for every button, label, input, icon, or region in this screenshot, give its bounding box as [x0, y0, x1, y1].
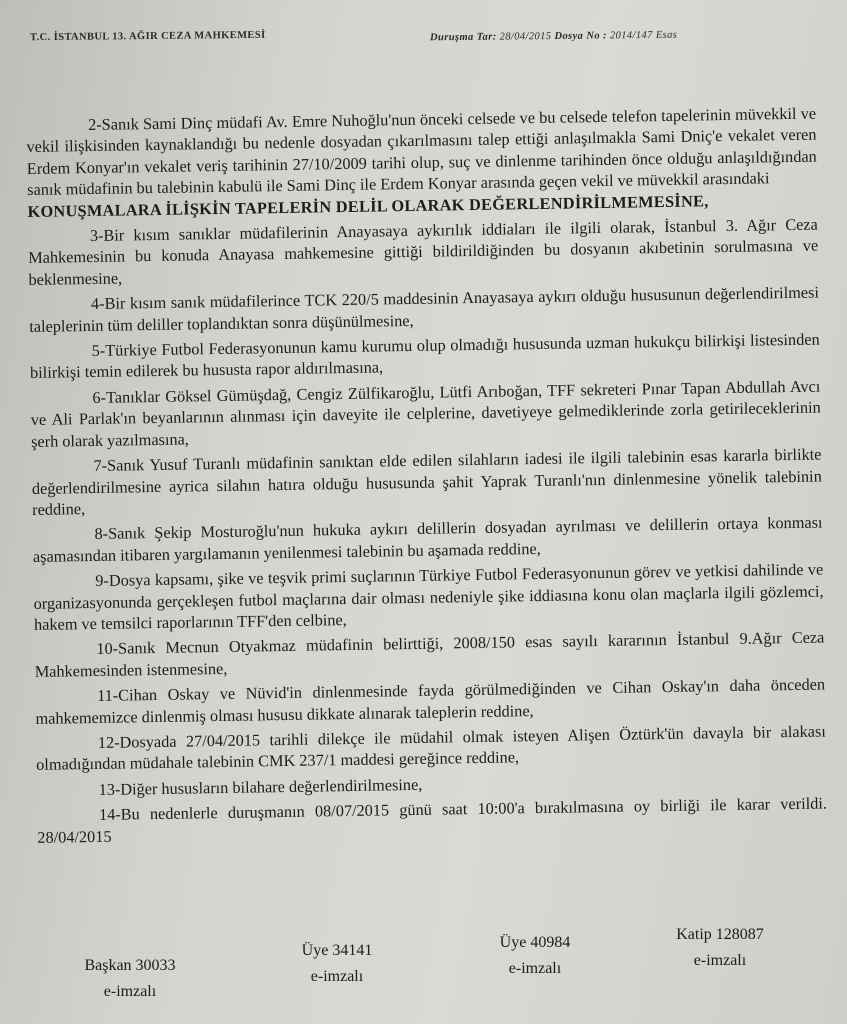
hearing-date-label: Duruşma Tar:: [429, 31, 497, 44]
signature-clerk: [660, 922, 780, 974]
hearing-date: 28/04/2015: [499, 31, 552, 43]
signature-title: Başkan 30033: [84, 957, 176, 974]
paragraph-13: 13-Diğer hususların bilahare değerlendirilmesine,: [98, 774, 423, 799]
paragraph-12: 12-Dosyada 27/04/2015 tarihli dilekçe ile müdahil olmak isteyen Alişen Öztürk'ün davayla bir alakası olmadığından müdahale talebinin CMK 237/1 maddesi gereğince reddine,: [36, 721, 826, 775]
paragraph-6: 6-Tanıklar Göksel Gümüşdağ, Cengiz Zülfikaroğlu, Lütfi Arıboğan, TFF sekreteri Pınar Tapan Abdullah Avcı ve Ali Parlak'ın beyanlarının alınması için daveyite ile celplerine, davetiyeye gelmediklerinde zorla getirileceklerinin şerh olarak yazılmasına,: [30, 376, 821, 451]
paragraph-2: 2-Sanık Sami Dinç müdafi Av. Emre Nuhoğlu'nun önceki celsede ve bu celsede telefon tapelerinin müvekkil ve vekil ilişkisinden kaynaklandığı bu nedenle dosyadan çıkarılmasını talep ettiği anlaşılmakla Sami Dniç'e vekalet veren Erdem Konyar'ın vekalet veriş tarihinin 27/10/2009 tarihi olup, suç ve dinlenme tarihinden önce olduğu anlaşıldığından sanık müdafinin bu talebinin kabulü ile Sami Dinç ile Erdem Konyar arasında geçen vekil ve müvekkil arasındaki: [26, 103, 817, 200]
signature-status: e-imzalı: [693, 952, 747, 969]
signature-title: Üye 40984: [499, 934, 571, 951]
paragraph-4: 4-Bir kısım sanık müdafilerince TCK 220/5 maddesinin Anayasaya aykırı olduğu hususunun değerlendirilmesi taleplerinin tüm deliller toplandıktan sonra düşünülmesine,: [29, 282, 820, 336]
paragraph-14: 14-Bu nedenlerle duruşmanın 08/07/2015 günü saat 10:00'a bırakılmasına oy birliği ile karar verildi. 28/04/2015: [37, 793, 828, 847]
signature-chair: [70, 953, 190, 1005]
paragraph-5: 5-Türkiye Futbol Federasyonunun kamu kurumu olup olmadığı hususunda uzman hukukçu bilirkişi listesinden bilirkişi temin edilerek bu hususta rapor aldırılmasına,: [29, 329, 820, 383]
paragraph-11: 11-Cihan Oskay ve Nüvid'in dinlenmesinde fayda görülmediğinden ve Cihan Oskay'ın daha önceden mahkememizce dinlenmiş olması hususu dikkate alınarak taleplerin reddine,: [35, 674, 826, 728]
signature-member-2: [480, 930, 590, 982]
file-no: 2014/147 Esas: [609, 29, 678, 42]
court-name: T.C. İSTANBUL 13. AĞIR CEZA MAHKEMESİ: [29, 29, 266, 44]
signature-member-1: [282, 938, 392, 990]
paragraph-heading: KONUŞMALARA İLİŞKİN TAPELERİN DELİL OLARAK DEĞERLENDİRİLMEMESİNE,: [27, 190, 709, 221]
file-no-label: Dosya No :: [554, 30, 607, 42]
decision-body: [26, 103, 827, 852]
signature-title: Katip 128087: [676, 926, 764, 943]
paragraph-7: 7-Sanık Yusuf Turanlı müdafinin sanıktan elde edilen silahların iadesi ile ilgili talebinin esas kararla birlikte değerlendirilmesine ayrica silahın hatıra olduğu hususunda şahit Yaprak Turanlı'nın dinlenmesine yönelik talebinin reddine,: [31, 444, 822, 519]
paragraph-9: 9-Dosya kapsamı, şike ve teşvik primi suçlarının Türkiye Futbol Federasyonunun görev ve yetkisi dahilinde ve organizasyonunda gerçekleşen futbol maçlarına dair olması nedeniyle şike iddiasına konu olan maçlarla ilgili gözlemci, hakem ve temsilci raporlarının TFF'den celbine,: [33, 559, 824, 634]
signature-status: e-imzalı: [508, 960, 562, 977]
paragraph-3: 3-Bir kısım sanıklar müdafilerinin Anayasaya aykırılık iddiaları ile ilgili olarak, İstanbul 3. Ağır Ceza Mahkemesinin bu konuda Anayasa mahkemesine gittiği bildirildiğinden bu dosyanın akıbetinin sorulmasına ve beklenmesine,: [28, 214, 819, 289]
signature-status: e-imzalı: [310, 968, 364, 985]
paragraph-8: 8-Sanık Şekip Mosturoğlu'nun hukuka aykırı delillerin dosyadan ayrılması ve delillerin ortaya konması aşamasından itibaren yargılamanın yenilenmesi talebinin bu aşamada reddine,: [32, 512, 823, 566]
paragraph-10: 10-Sanık Mecnun Otyakmaz müdafinin belirttiği, 2008/150 esas sayılı kararının İstanbul 9.Ağır Ceza Mahkemesinden istenmesine,: [34, 627, 825, 681]
signature-title: Üye 34141: [301, 942, 373, 959]
hearing-info: [430, 30, 677, 44]
signature-status: e-imzalı: [103, 983, 157, 1000]
